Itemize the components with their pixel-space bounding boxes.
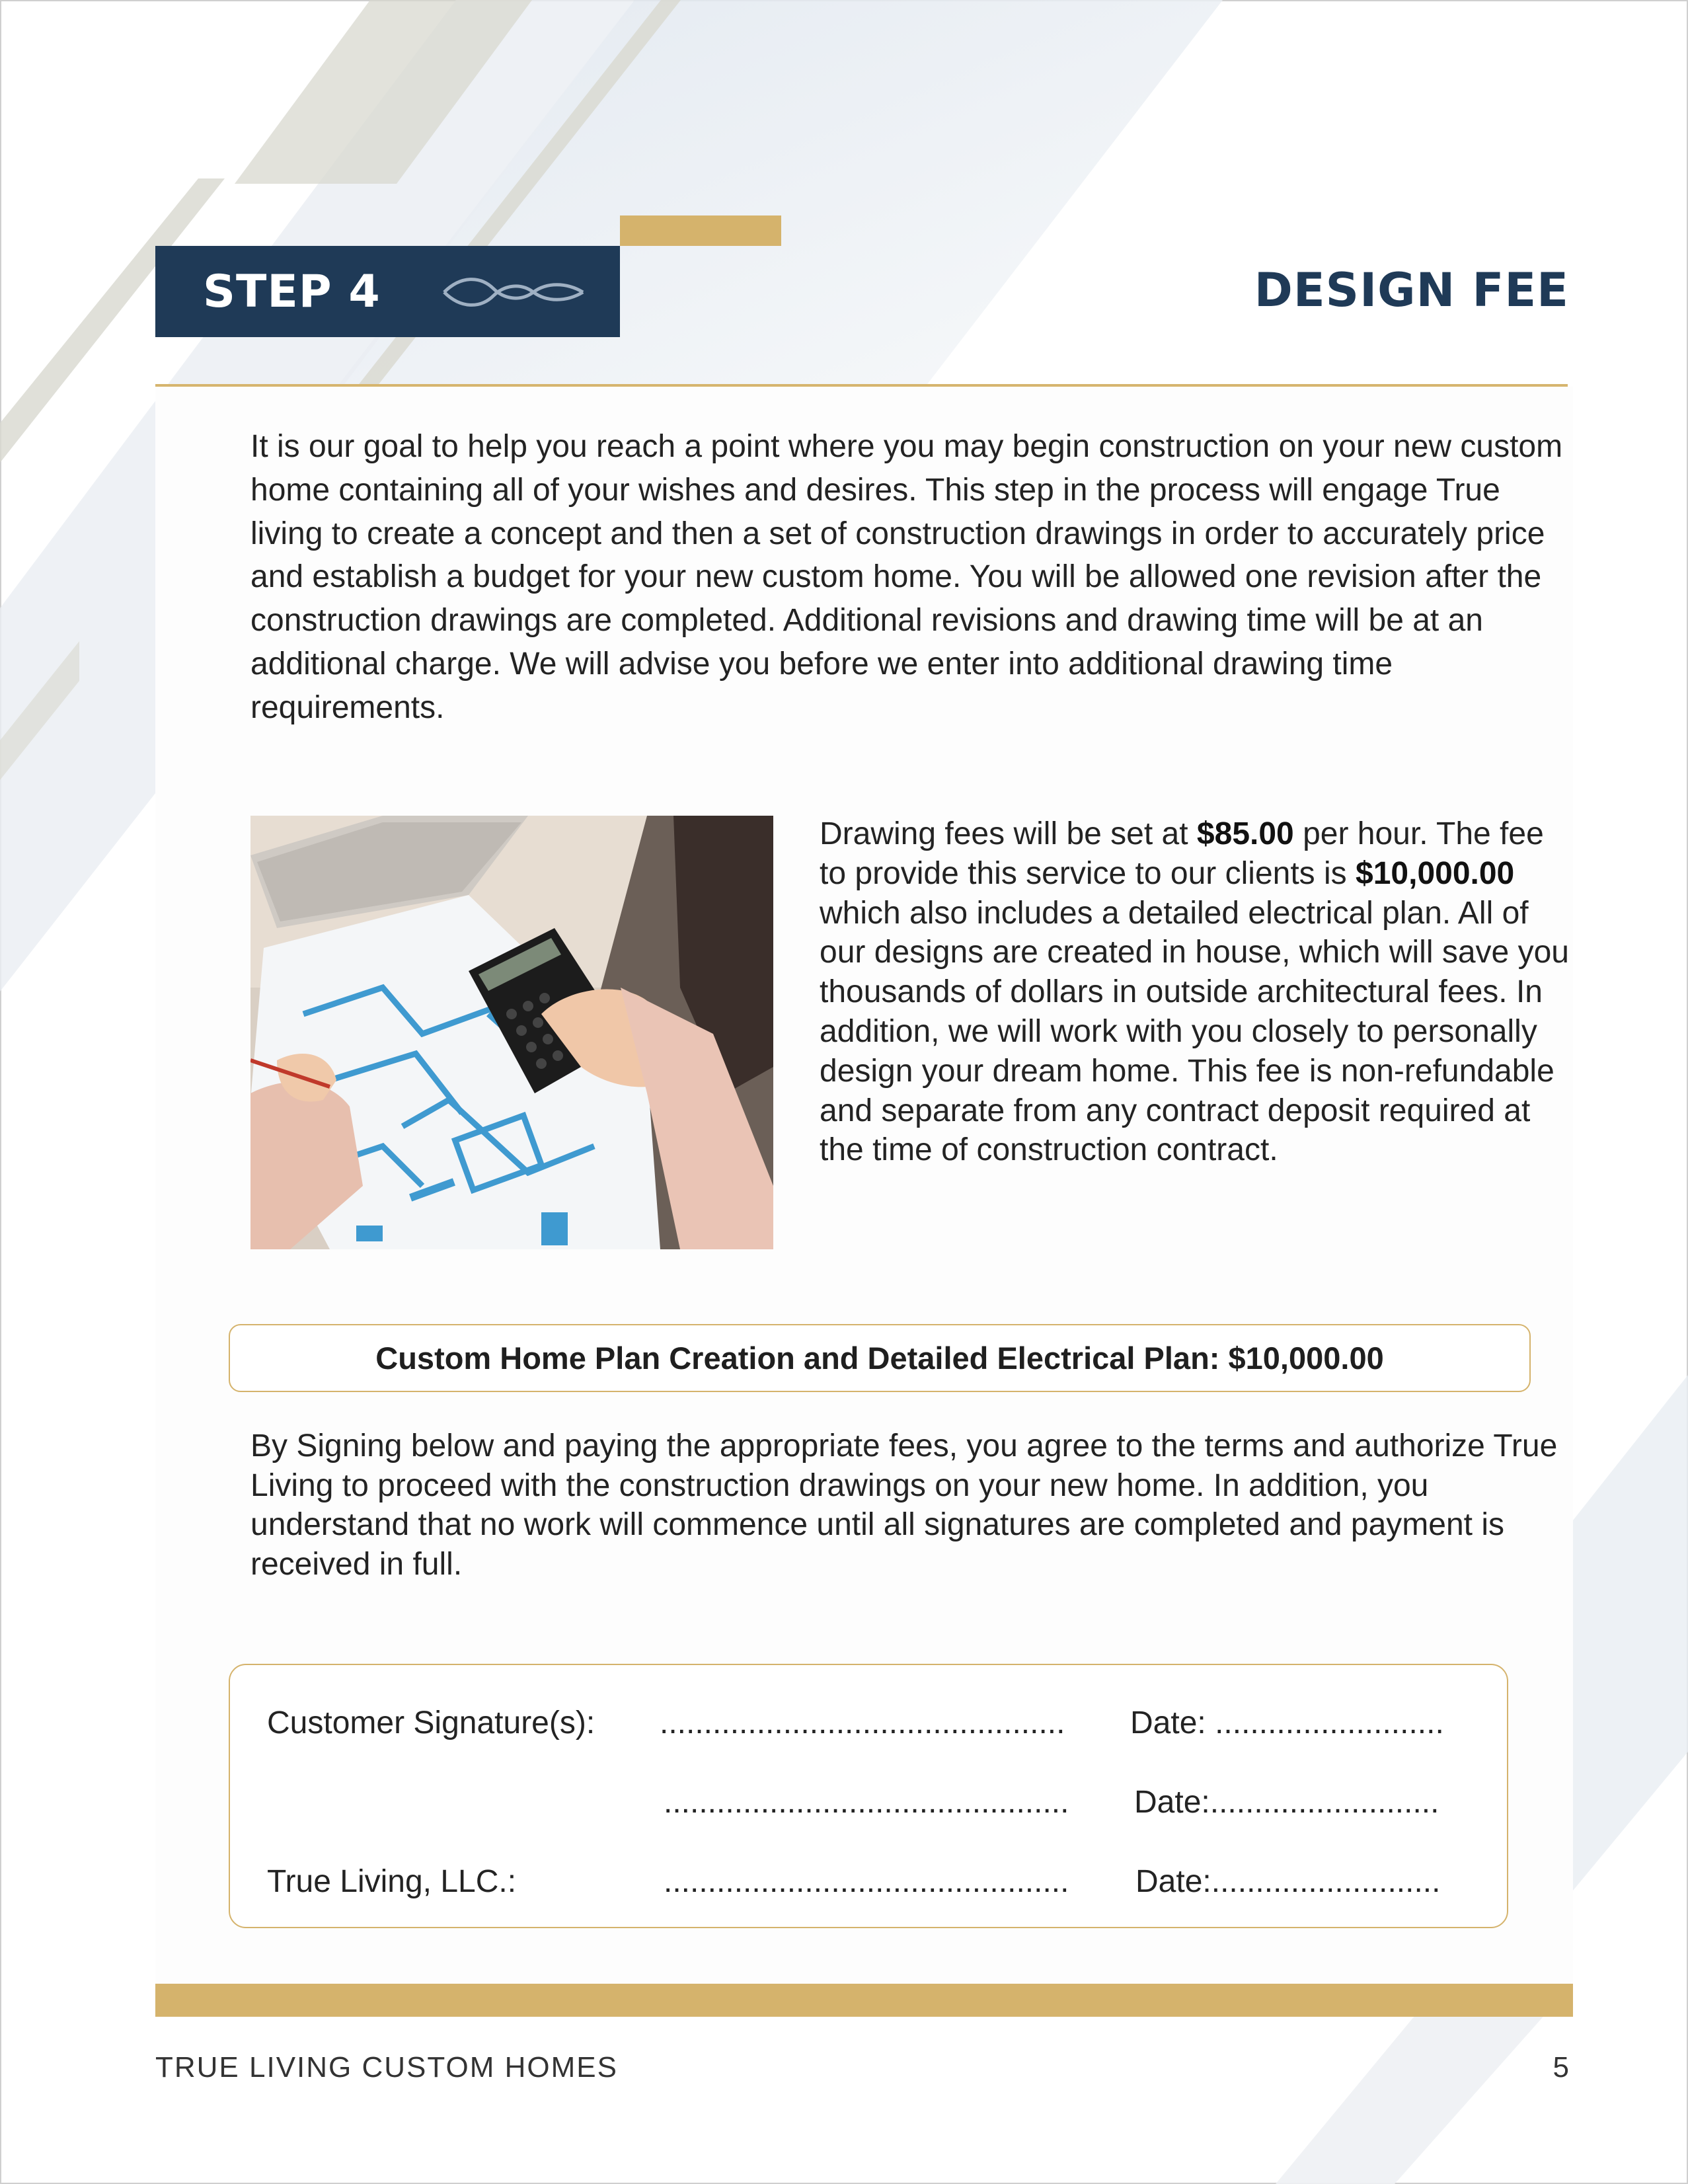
fee-details [820, 814, 1573, 1170]
gold-accent-tab [620, 215, 781, 246]
title-divider [155, 384, 1568, 387]
footer-brand: TRUE LIVING CUSTOM HOMES [155, 2051, 618, 2084]
fee-summary-text: Custom Home Plan Creation and Detailed Electrical Plan: $10,000.00 [375, 1341, 1384, 1376]
page-title: DESIGN FEE [1254, 263, 1569, 317]
customer-signature-label: Customer Signature(s): [267, 1705, 595, 1740]
second-date-field[interactable]: Date:.......................... [1134, 1785, 1439, 1820]
fee-text-part-1: Drawing fees will be set at [820, 816, 1197, 851]
footer-gold-bar [155, 1984, 1573, 2017]
signature-box [229, 1664, 1508, 1928]
fee-text-part-2: per hour. The fee to provide this service to our clients is [820, 816, 1544, 891]
fee-text-part-3: which also includes a detailed electrical plan. All of our designs are created in house, which will save you thousands of dollars in outside architectural fees. In addition, we will work with you closely to personally design your dream home. This fee is non-refundable and separate from any contract deposit required at the time of construction contract. [820, 895, 1569, 1168]
customer-signature-row [230, 1705, 1507, 1744]
company-signature-row [230, 1863, 1507, 1903]
hourly-rate: $85.00 [1196, 816, 1294, 851]
flourish-ornament-icon [441, 272, 586, 312]
page-number: 5 [1553, 2051, 1569, 2084]
company-signature-line[interactable]: .............................................. [664, 1864, 1069, 1899]
company-date-field[interactable]: Date:.......................... [1135, 1864, 1441, 1899]
total-fee: $10,000.00 [1356, 855, 1515, 891]
company-signature-label: True Living, LLC.: [267, 1864, 517, 1899]
intro-paragraph: It is our goal to help you reach a point where you may begin construction on your new custom home containing all of your wishes and desires. This step in the process will engage True living to create a concept and then a set of construction drawings in order to accurately price and establish a budget for your new custom home. You will be allowed one revision after the construction drawings are completed. Additional revisions and drawing time will be at an additional charge. We will advise you before we enter into additional drawing time requirements. [250, 429, 1563, 725]
agreement-paragraph: By Signing below and paying the appropriate fees, you agree to the terms and authorize True Living to proceed with the construction drawings on your new home. In addition, you understand that no work will commence until all signatures are completed and payment is received in full. [250, 1428, 1558, 1582]
customer-signature-line[interactable]: .............................................. [660, 1705, 1065, 1740]
step-badge [155, 246, 620, 337]
second-signature-row [230, 1784, 1507, 1824]
calculator-blueprint-photo [250, 816, 773, 1249]
fee-summary-box [229, 1324, 1531, 1392]
second-signature-line[interactable]: .............................................. [664, 1785, 1069, 1820]
step-label: STEP 4 [203, 266, 381, 318]
customer-date-field[interactable]: Date: .......................... [1130, 1705, 1444, 1740]
